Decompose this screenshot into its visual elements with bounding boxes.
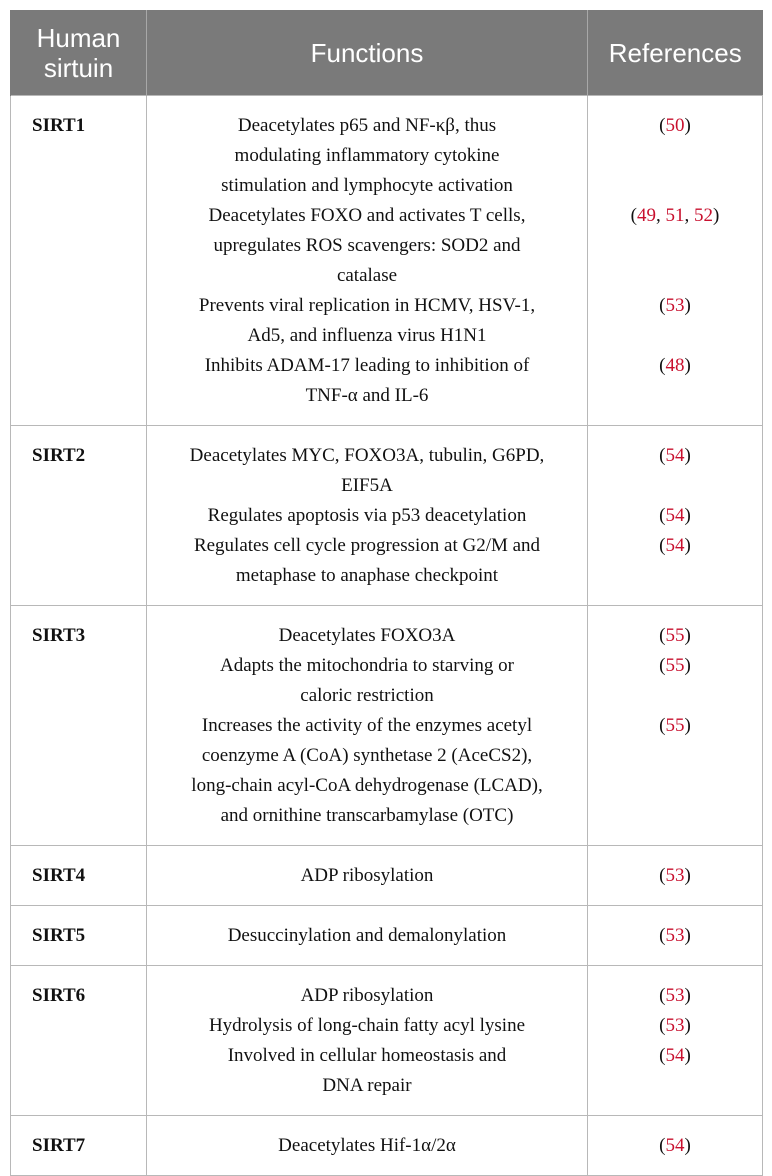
function-item — [161, 861, 573, 891]
sirtuin-name: SIRT2 — [11, 426, 147, 606]
reference-link[interactable]: 53 — [665, 865, 685, 886]
sirtuin-name: SIRT3 — [11, 606, 147, 846]
function-line: upregulates ROS scavengers: SOD2 and — [213, 235, 521, 256]
header-human-sirtuin-line: sirtuin — [43, 52, 114, 83]
reference-entry: (55) — [659, 715, 691, 736]
function-item — [161, 201, 573, 291]
reference-link[interactable]: 54 — [665, 505, 685, 526]
function-line: Regulates apoptosis via p53 deacetylation — [207, 505, 527, 526]
functions-cell — [147, 966, 588, 1116]
reference-entry: (54) — [659, 1045, 691, 1066]
sirtuin-name: SIRT7 — [11, 1116, 147, 1176]
functions-list — [147, 1131, 587, 1161]
functions-cell — [147, 426, 588, 606]
table-header — [11, 10, 763, 96]
functions-list — [147, 981, 587, 1101]
function-item — [161, 1011, 573, 1041]
reference-link[interactable]: 54 — [665, 535, 685, 556]
reference-link[interactable]: 49 — [637, 205, 656, 226]
reference-entry: (53) — [659, 1015, 691, 1036]
function-line: catalase — [336, 265, 398, 286]
functions-cell — [147, 846, 588, 906]
header-references: References — [588, 10, 763, 96]
function-line: Desuccinylation and demalonylation — [227, 925, 507, 946]
function-line: and ornithine transcarbamylase (OTC) — [220, 805, 514, 826]
sirtuin-name: SIRT1 — [11, 96, 147, 426]
functions-cell — [147, 1116, 588, 1176]
function-item — [161, 441, 573, 501]
reference-link[interactable]: 50 — [665, 115, 685, 136]
sirtuin-name: SIRT6 — [11, 966, 147, 1116]
function-line: Deacetylates FOXO3A — [278, 625, 456, 646]
reference-link[interactable]: 54 — [665, 1135, 685, 1156]
function-item — [161, 651, 573, 711]
header-row — [11, 10, 763, 96]
function-line: TNF-α and IL-6 — [305, 385, 429, 406]
header-functions: Functions — [147, 10, 588, 96]
function-line: long-chain acyl-CoA dehydrogenase (LCAD), — [191, 775, 543, 796]
function-item — [161, 1131, 573, 1161]
function-item — [161, 921, 573, 951]
reference-link[interactable]: 55 — [665, 655, 685, 676]
function-line: Inhibits ADAM-17 leading to inhibition of — [204, 355, 530, 376]
reference-entry: (49, 51, 52) — [630, 205, 720, 226]
table-row — [11, 426, 763, 606]
function-line: ADP ribosylation — [300, 985, 434, 1006]
function-item — [161, 1041, 573, 1101]
reference-entry: (50) — [659, 115, 691, 136]
function-item — [161, 711, 573, 831]
function-line: Deacetylates FOXO and activates T cells, — [208, 205, 526, 226]
functions-list — [147, 621, 587, 831]
reference-entry: (53) — [659, 865, 691, 886]
functions-cell — [147, 606, 588, 846]
function-line: metaphase to anaphase checkpoint — [235, 565, 499, 586]
references-cell — [588, 846, 763, 906]
reference-entry: (54) — [659, 1135, 691, 1156]
function-item — [161, 981, 573, 1011]
table-body — [11, 96, 763, 1176]
reference-entry: (54) — [659, 445, 691, 466]
reference-entry: (48) — [659, 355, 691, 376]
references-cell — [588, 606, 763, 846]
sirtuin-table — [10, 10, 763, 1176]
function-item — [161, 111, 573, 201]
function-line: Deacetylates MYC, FOXO3A, tubulin, G6PD, — [189, 445, 545, 466]
reference-link[interactable]: 52 — [694, 205, 713, 226]
functions-list — [147, 111, 587, 411]
function-line: Hydrolysis of long-chain fatty acyl lysine — [208, 1015, 526, 1036]
reference-entry: (53) — [659, 985, 691, 1006]
reference-link[interactable]: 51 — [665, 205, 685, 226]
functions-cell — [147, 906, 588, 966]
function-line: coenzyme A (CoA) synthetase 2 (AceCS2), — [201, 745, 533, 766]
references-cell — [588, 96, 763, 426]
function-line: Ad5, and influenza virus H1N1 — [247, 325, 487, 346]
functions-list — [147, 921, 587, 951]
function-line: Increases the activity of the enzymes acetyl — [201, 715, 533, 736]
functions-list — [147, 861, 587, 891]
reference-link[interactable]: 48 — [665, 355, 685, 376]
reference-link[interactable]: 54 — [665, 1045, 685, 1066]
table-row — [11, 1116, 763, 1176]
reference-entry: (53) — [659, 925, 691, 946]
function-line: caloric restriction — [300, 685, 434, 706]
function-line: EIF5A — [341, 475, 393, 496]
function-line: Involved in cellular homeostasis and — [227, 1045, 507, 1066]
function-item — [161, 621, 573, 651]
table-row — [11, 96, 763, 426]
reference-link[interactable]: 53 — [665, 1015, 685, 1036]
function-item — [161, 291, 573, 351]
function-item — [161, 501, 573, 531]
functions-cell — [147, 96, 588, 426]
header-human-sirtuin — [11, 10, 147, 96]
references-cell — [588, 966, 763, 1116]
table-row — [11, 846, 763, 906]
reference-entry: (55) — [659, 655, 691, 676]
sirtuin-name: SIRT5 — [11, 906, 147, 966]
function-item — [161, 351, 573, 411]
function-line: Deacetylates p65 and NF-κβ, thus — [237, 115, 497, 136]
function-item — [161, 531, 573, 591]
reference-link[interactable]: 53 — [665, 985, 685, 1006]
references-cell — [588, 426, 763, 606]
references-cell — [588, 906, 763, 966]
reference-link[interactable]: 55 — [665, 715, 685, 736]
reference-entry: (55) — [659, 625, 691, 646]
table-row — [11, 606, 763, 846]
references-cell — [588, 1116, 763, 1176]
reference-link[interactable]: 53 — [665, 925, 685, 946]
sirtuin-name: SIRT4 — [11, 846, 147, 906]
function-line: ADP ribosylation — [300, 865, 434, 886]
function-line: modulating inflammatory cytokine — [234, 145, 500, 166]
reference-entry: (54) — [659, 505, 691, 526]
reference-entry: (54) — [659, 535, 691, 556]
functions-list — [147, 441, 587, 591]
header-human-sirtuin-line: Human — [36, 22, 121, 53]
function-line: Prevents viral replication in HCMV, HSV-1, — [198, 295, 536, 316]
reference-link[interactable]: 54 — [665, 445, 685, 466]
function-line: stimulation and lymphocyte activation — [221, 175, 513, 196]
reference-link[interactable]: 55 — [665, 625, 685, 646]
reference-link[interactable]: 53 — [665, 295, 685, 316]
function-line: Deacetylates Hif-1α/2α — [278, 1135, 456, 1156]
function-line: Regulates cell cycle progression at G2/M and — [193, 535, 541, 556]
function-line: DNA repair — [322, 1075, 412, 1096]
reference-entry: (53) — [659, 295, 691, 316]
table-row — [11, 906, 763, 966]
function-line: Adapts the mitochondria to starving or — [220, 655, 514, 676]
table-row — [11, 966, 763, 1116]
